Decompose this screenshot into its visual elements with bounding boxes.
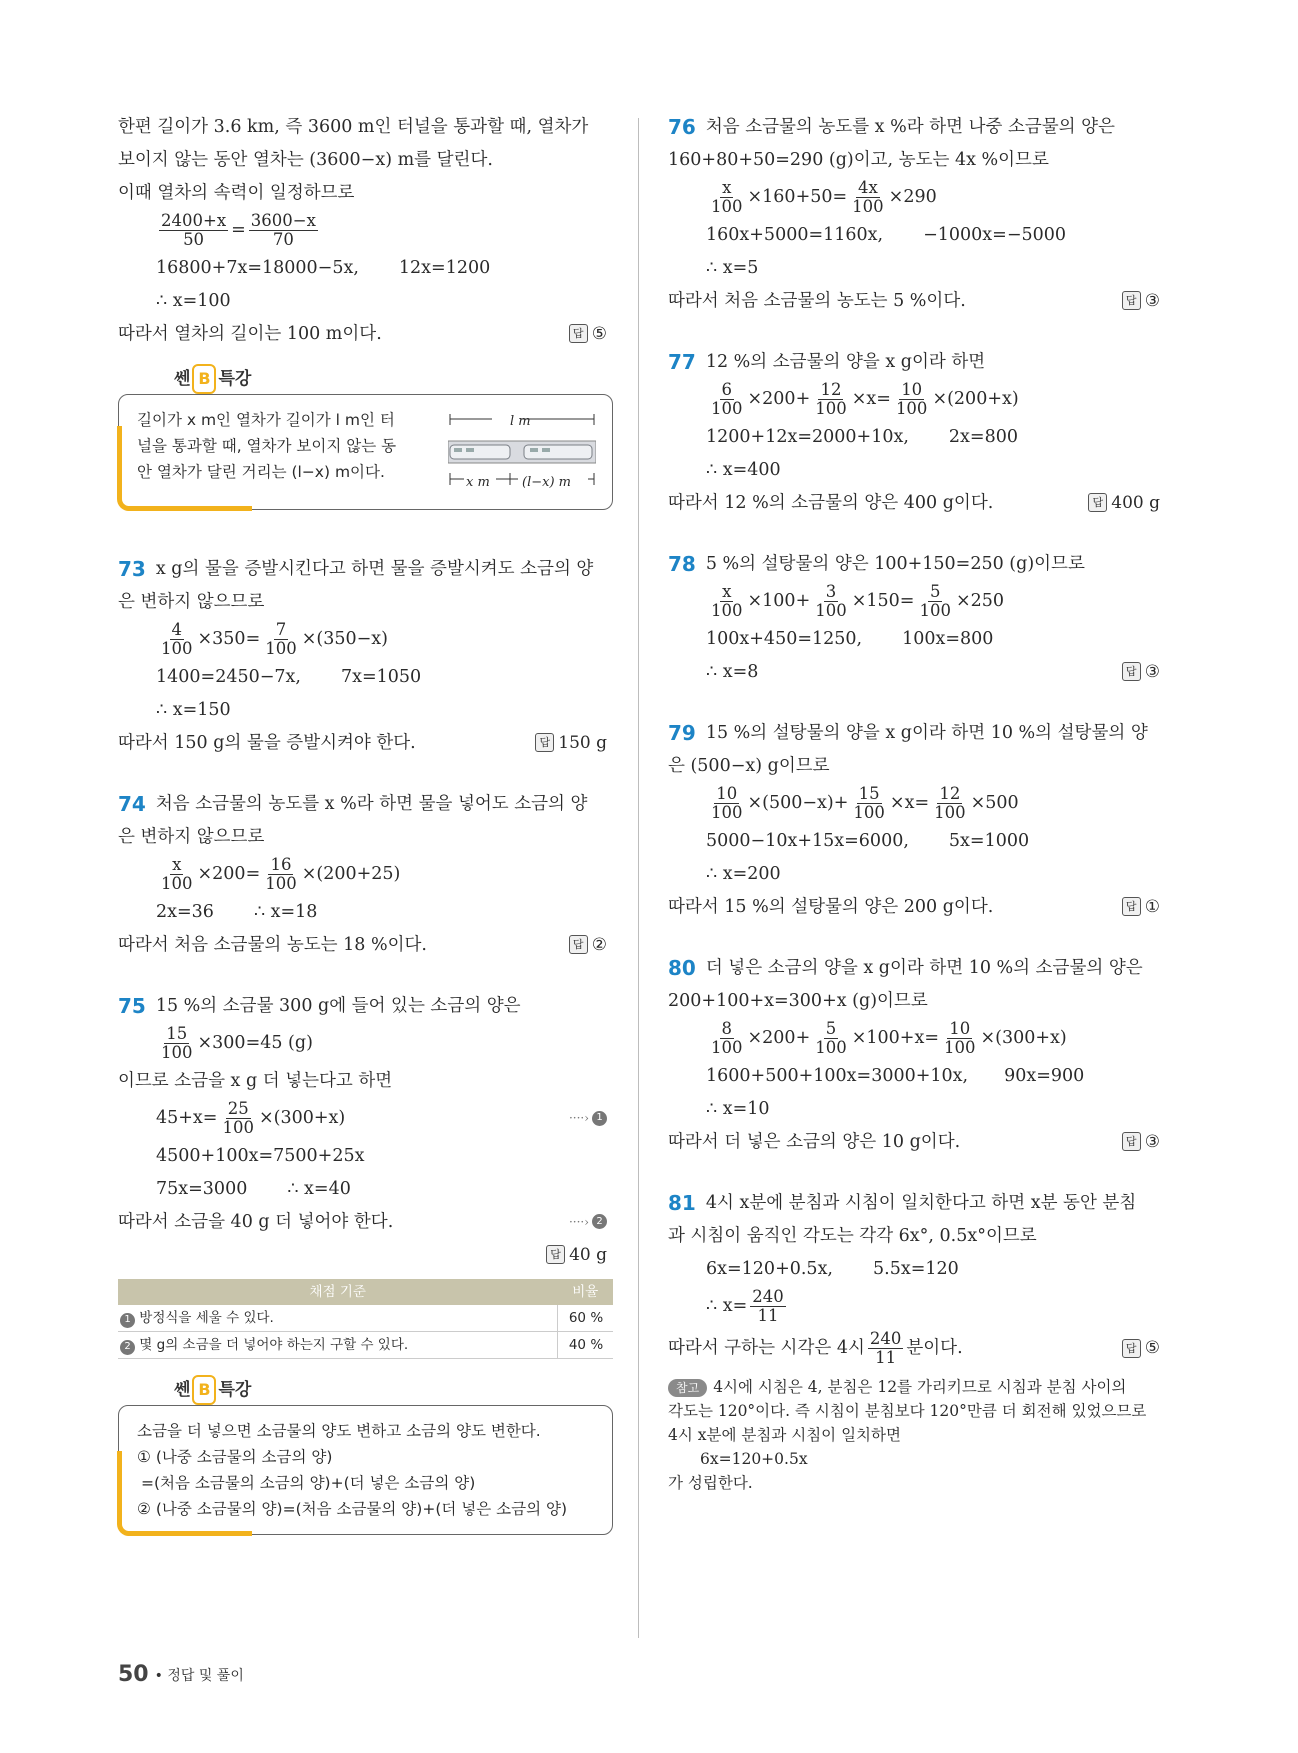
- equation-line: ∴ x=100: [156, 290, 231, 311]
- left-column: [118, 110, 613, 1535]
- text-line: 81 4시 x분에 분침과 시침이 일치한다고 하면 x분 동안 분침: [668, 1190, 1137, 1215]
- tip-text: 소금을 더 넣으면 소금물의 양도 변하고 소금의 양도 변한다.: [137, 1422, 541, 1440]
- tip-text: ① (나중 소금물의 소금의 양): [137, 1448, 333, 1466]
- equation-line: ∴ x=200: [706, 863, 781, 884]
- solution-80: [668, 951, 1166, 1158]
- length-label: l m: [510, 414, 531, 429]
- text-line: 은 변하지 않으므로: [118, 591, 265, 612]
- step-1-icon: 1: [592, 1111, 607, 1126]
- b-logo-icon: B: [192, 1375, 216, 1405]
- equation-line: $\frac{x}{100}$ ×160+50= $\frac{4x}{100}$ ×290: [711, 177, 937, 216]
- answer-icon: 답: [1122, 291, 1141, 310]
- answer: 답 400 g: [1088, 486, 1160, 519]
- answer: 답 ③: [1122, 655, 1160, 688]
- train-tunnel-diagram: [448, 411, 596, 491]
- length-label: (l−x) m: [522, 475, 571, 490]
- equation-line: $\frac{6}{100}$ ×200+ $\frac{12}{100}$ ×x= $\frac{10}{100}$ ×(200+x): [711, 379, 1019, 418]
- scoring-table: [118, 1279, 613, 1359]
- solution-79: [668, 716, 1166, 923]
- length-label: x m: [466, 475, 490, 490]
- reference-note: 참고 4시에 시침은 4, 분침은 12를 가리키므로 시침과 분침 사이의 각도는 120°이다. 즉 시침이 분침보다 120°만큼 더 회전해 있었으므로 4시 x분에 분침과 시침이 일치하면 6x=120+0.5x 가 성립한다.: [668, 1378, 1147, 1492]
- equation-line: $\frac{8}{100}$ ×200+ $\frac{5}{100}$ ×100+x= $\frac{10}{100}$ ×(300+x): [711, 1018, 1067, 1057]
- equation-line: ∴ x=150: [156, 699, 231, 720]
- conclusion-line: 따라서 소금을 40 g 더 넣어야 한다. ····› 2: [118, 1205, 613, 1238]
- conclusion-line: 따라서 구하는 시각은 4시 $\frac{240}{11}$ 분이다. 답 ⑤: [668, 1327, 1166, 1369]
- tip-box-train: [118, 364, 613, 510]
- problem-number: 79: [668, 720, 696, 745]
- problem-number: 74: [118, 791, 146, 816]
- text-line: 은 변하지 않으므로: [118, 826, 265, 847]
- conclusion-line: 따라서 12 %의 소금물의 양은 400 g이다. 답 400 g: [668, 486, 1166, 519]
- text-line: 75 15 %의 소금물 300 g에 들어 있는 소금의 양은: [118, 993, 521, 1018]
- step-marker: ····› 2: [569, 1210, 607, 1234]
- conclusion-line: 따라서 열차의 길이는 100 m이다. 답 ⑤: [118, 317, 613, 350]
- text-line: 이때 열차의 속력이 일정하므로: [118, 182, 355, 203]
- tip-accent: [117, 1451, 252, 1536]
- table-header: 비율: [558, 1279, 614, 1305]
- text-line: 77 12 %의 소금물의 양을 x g이라 하면: [668, 349, 986, 374]
- answer: 답 ②: [569, 928, 607, 961]
- problem-number: 80: [668, 955, 696, 980]
- answer: 답 ①: [1122, 890, 1160, 923]
- equation-line: ∴ x=8 답 ③: [668, 655, 1166, 688]
- problem-number: 77: [668, 349, 696, 374]
- solution-75: [118, 989, 613, 1359]
- text-line: 160+80+50=290 (g)이고, 농도는 4x %이므로: [668, 149, 1049, 170]
- equation-line: 16800+7x=18000−5x, 12x=1200: [156, 257, 491, 278]
- answer-icon: 답: [1122, 662, 1141, 681]
- equation-line: 1200+12x=2000+10x, 2x=800: [706, 426, 1018, 447]
- step-marker: ····› 1: [569, 1106, 607, 1130]
- text-line: 76 처음 소금물의 농도를 x %라 하면 나중 소금물의 양은: [668, 114, 1115, 139]
- equation-line: 4500+100x=7500+25x: [156, 1145, 365, 1166]
- text-line: 200+100+x=300+x (g)이므로: [668, 990, 928, 1011]
- problem-number: 75: [118, 993, 146, 1018]
- page-footer: [118, 1662, 244, 1687]
- equation-line: 45+x= $\frac{25}{100}$ ×(300+x) ····› 1: [118, 1097, 613, 1139]
- answer-icon: 답: [1122, 1339, 1141, 1358]
- note-tag: 참고: [668, 1379, 707, 1397]
- equation-line: 1400=2450−7x, 7x=1050: [156, 666, 422, 687]
- equation-line: ∴ x=10: [706, 1098, 770, 1119]
- answer: 답 ⑤: [569, 317, 607, 350]
- equation-line: 160x+5000=1160x, −1000x=−5000: [706, 224, 1067, 245]
- right-column: [668, 110, 1166, 1495]
- equation-line: 100x+450=1250, 100x=800: [706, 628, 994, 649]
- answer-icon: 답: [569, 324, 588, 343]
- fraction: $\frac{2400+x}{50}$: [161, 210, 227, 249]
- tip-text: ② (나중 소금물의 양)=(처음 소금물의 양)+(더 넣은 소금의 양): [137, 1500, 568, 1518]
- footer-label: • 정답 및 풀이: [154, 1667, 244, 1684]
- conclusion-line: 따라서 150 g의 물을 증발시켜야 한다. 답 150 g: [118, 726, 613, 759]
- solution-81: [668, 1186, 1166, 1495]
- tip-header: 쎈 B 특강: [174, 364, 613, 394]
- conclusion-line: 따라서 처음 소금물의 농도는 5 %이다. 답 ③: [668, 284, 1166, 317]
- text-line: 73 x g의 물을 증발시킨다고 하면 물을 증발시켜도 소금의 양: [118, 556, 594, 581]
- equation-line: $\frac{x}{100}$ ×100+ $\frac{3}{100}$ ×150= $\frac{5}{100}$ ×250: [711, 581, 1005, 620]
- answer: 답 ③: [1122, 1125, 1160, 1158]
- answer: 답 150 g: [535, 726, 607, 759]
- tip-text: 널을 통과할 때, 열차가 보이지 않는 동: [137, 437, 397, 455]
- tip-box-salt: [118, 1375, 613, 1535]
- answer: 답 ⑤: [1122, 1327, 1160, 1369]
- table-row: 1 방정식을 세울 수 있다. 60 %: [118, 1305, 613, 1332]
- answer-icon: 답: [535, 733, 554, 752]
- tip-text: 길이가 x m인 열차가 길이가 l m인 터: [137, 411, 395, 429]
- problem-number: 81: [668, 1190, 696, 1215]
- answer-icon: 답: [1088, 493, 1107, 512]
- b-logo-icon: B: [192, 364, 216, 394]
- equation-line: 1600+500+100x=3000+10x, 90x=900: [706, 1065, 1085, 1086]
- conclusion-line: 따라서 더 넣은 소금의 양은 10 g이다. 답 ③: [668, 1125, 1166, 1158]
- tip-header: 쎈 B 특강: [174, 1375, 613, 1405]
- conclusion-line: 따라서 처음 소금물의 농도는 18 %이다. 답 ②: [118, 928, 613, 961]
- text-line: 78 5 %의 설탕물의 양은 100+150=250 (g)이므로: [668, 551, 1085, 576]
- answer-icon: 답: [1122, 897, 1141, 916]
- conclusion-line: 따라서 15 %의 설탕물의 양은 200 g이다. 답 ①: [668, 890, 1166, 923]
- answer-icon: 답: [569, 935, 588, 954]
- equation-line: 2x=36 ∴ x=18: [156, 901, 318, 922]
- equation-line: $\frac{10}{100}$ ×(500−x)+ $\frac{15}{100}$ ×x= $\frac{12}{100}$ ×500: [711, 783, 1019, 822]
- solution-76: [668, 110, 1166, 317]
- text-line: 보이지 않는 동안 열차는 (3600−x) m를 달린다.: [118, 149, 493, 170]
- text-line: 과 시침이 움직인 각도는 각각 6x°, 0.5x°이므로: [668, 1225, 1037, 1246]
- solution-73: [118, 552, 613, 759]
- answer-icon: 답: [546, 1245, 565, 1264]
- text-line: 74 처음 소금물의 농도를 x %라 하면 물을 넣어도 소금의 양: [118, 791, 588, 816]
- text-line: 80 더 넣은 소금의 양을 x g이라 하면 10 %의 소금물의 양은: [668, 955, 1143, 980]
- text-line: 79 15 %의 설탕물의 양을 x g이라 하면 10 %의 설탕물의 양: [668, 720, 1148, 745]
- step-2-icon: 2: [592, 1214, 607, 1229]
- answer: 답 40 g: [546, 1238, 607, 1271]
- text-line: 은 (500−x) g이므로: [668, 755, 830, 776]
- answer: 답 ③: [1122, 284, 1160, 317]
- solution-72-continued: [118, 110, 613, 350]
- table-header: 채점 기준: [118, 1279, 558, 1305]
- equation-line: 6x=120+0.5x, 5.5x=120: [706, 1258, 959, 1279]
- solution-77: [668, 345, 1166, 519]
- tip-text: 안 열차가 달린 거리는 (l−x) m이다.: [137, 463, 385, 481]
- fraction: $\frac{3600-x}{70}$: [250, 210, 316, 249]
- answer-line: [118, 1238, 613, 1271]
- problem-number: 76: [668, 114, 696, 139]
- equation-line: ∴ x=400: [706, 459, 781, 480]
- equation-line: $\frac{2400+x}{50}$ = $\frac{3600-x}{70}$: [161, 210, 316, 249]
- solution-78: [668, 547, 1166, 688]
- solution-74: [118, 787, 613, 961]
- text-line: 이므로 소금을 x g 더 넣는다고 하면: [118, 1070, 393, 1091]
- equation-line: ∴ x=5: [706, 257, 759, 278]
- answer-icon: 답: [1122, 1132, 1141, 1151]
- table-row: 2 몇 g의 소금을 더 넣어야 하는지 구할 수 있다. 40 %: [118, 1332, 613, 1359]
- equation-line: $\frac{4}{100}$ ×350= $\frac{7}{100}$ ×(350−x): [161, 619, 388, 658]
- equation-line: $\frac{15}{100}$ ×300=45 (g): [161, 1023, 313, 1062]
- problem-number: 78: [668, 551, 696, 576]
- text-line: 한편 길이가 3.6 km, 즉 3600 m인 터널을 통과할 때, 열차가: [118, 116, 589, 137]
- page-number: 50: [118, 1662, 149, 1687]
- equation-line: 75x=3000 ∴ x=40: [156, 1178, 351, 1199]
- tip-text: =(처음 소금물의 소금의 양)+(더 넣은 소금의 양): [141, 1474, 476, 1492]
- column-divider: [638, 118, 639, 1638]
- tip-accent: [117, 426, 252, 511]
- equation-line: $\frac{x}{100}$ ×200= $\frac{16}{100}$ ×(200+25): [161, 854, 401, 893]
- equation-line: 5000−10x+15x=6000, 5x=1000: [706, 830, 1030, 851]
- problem-number: 73: [118, 556, 146, 581]
- equation-line: ∴ x= $\frac{240}{11}$: [706, 1286, 784, 1325]
